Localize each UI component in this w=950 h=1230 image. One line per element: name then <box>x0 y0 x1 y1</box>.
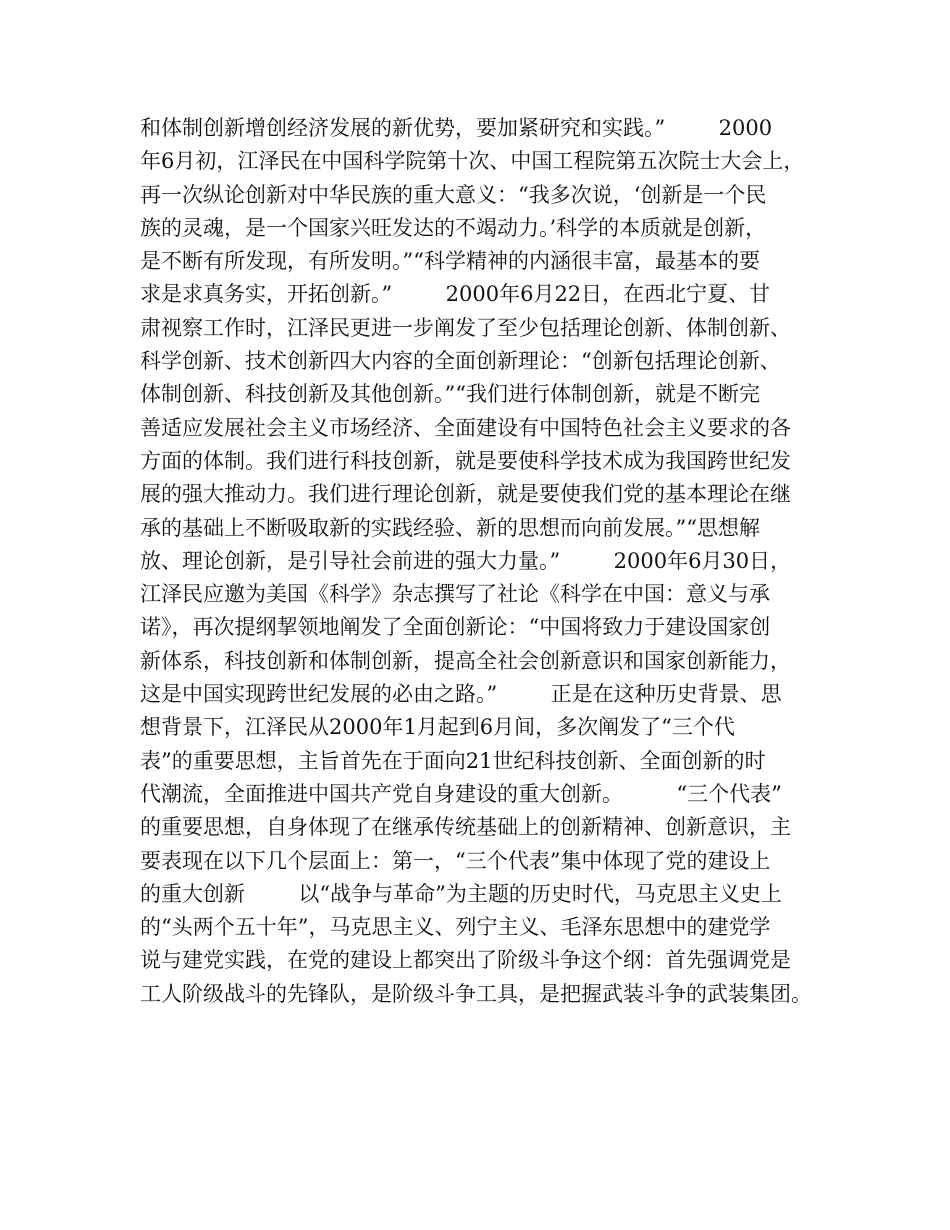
text-line: 的重要思想，自身体现了在继承传统基础上的创新精神、创新意识，主 <box>140 815 791 840</box>
text-line: 再一次纵论创新对中华民族的重大意义：“我多次说，‘创新是一个民 <box>140 182 767 207</box>
text-line: 想背景下，江泽民从2000年1月起到6月间，多次阐发了“三个代 <box>140 715 735 740</box>
body-text <box>140 112 840 1011</box>
text-line: 是不断有所发现，有所发明。”“科学精神的内涵很丰富，最基本的要 <box>140 249 760 274</box>
text-line: 工人阶级战斗的先锋队，是阶级斗争工具，是把握武装斗争的武装集团。 <box>140 981 812 1006</box>
text-line: 诺》，再次提纲挈领地阐发了全面创新论：“中国将致力于建设国家创 <box>140 615 771 640</box>
text-line: 的重大创新 以“战争与革命”为主题的历史时代，马克思主义史上 <box>140 881 782 906</box>
text-line: 方面的体制。我们进行科技创新，就是要使科学技术成为我国跨世纪发 <box>140 448 791 473</box>
text-line: 承的基础上不断吸取新的实践经验、新的思想而向前发展。”“思想解 <box>140 515 760 540</box>
text-line: 肃视察工作时，江泽民更进一步阐发了至少包括理论创新、体制创新、 <box>140 315 791 340</box>
text-line: 和体制创新增创经济发展的新优势，要加紧研究和实践。” 2000 <box>140 116 773 140</box>
text-line: 放、理论创新，是引导社会前进的强大力量。” 2000年6月30日， <box>140 548 792 573</box>
text-line: 江泽民应邀为美国《科学》杂志撰写了社论《科学在中国：意义与承 <box>140 582 770 607</box>
text-line: 说与建党实践，在党的建设上都突出了阶级斗争这个纲：首先强调党是 <box>140 948 791 973</box>
text-line: 新体系，科技创新和体制创新，提高全社会创新意识和国家创新能力， <box>140 648 791 673</box>
text-line: 求是求真务实，开拓创新。” 2000年6月22日，在西北宁夏、甘 <box>140 282 771 307</box>
text-line: 科学创新、技术创新四大内容的全面创新理论：“创新包括理论创新、 <box>140 349 781 374</box>
text-line: 善适应发展社会主义市场经济、全面建设有中国特色社会主义要求的各 <box>140 415 791 440</box>
text-line: 年6月初，江泽民在中国科学院第十次、中国工程院第五次院士大会上， <box>140 149 805 174</box>
text-line: 体制创新、科技创新及其他创新。”“我们进行体制创新，就是不断完 <box>140 382 760 407</box>
text-line: 展的强大推动力。我们进行理论创新，就是要使我们党的基本理论在继 <box>140 482 791 507</box>
text-line: 要表现在以下几个层面上：第一，“三个代表”集中体现了党的建设上 <box>140 848 771 873</box>
text-line: 表”的重要思想，主旨首先在于面向21世纪科技创新、全面创新的时 <box>140 748 766 773</box>
text-line: 的“头两个五十年”，马克思主义、列宁主义、毛泽东思想中的建党学 <box>140 915 771 940</box>
text-line: 这是中国实现跨世纪发展的必由之路。” 正是在这种历史背景、思 <box>140 682 782 707</box>
text-line: 族的灵魂，是一个国家兴旺发达的不竭动力。’科学的本质就是创新， <box>140 215 767 240</box>
text-line: 代潮流，全面推进中国共产党自身建设的重大创新。 “三个代表” <box>140 781 782 806</box>
